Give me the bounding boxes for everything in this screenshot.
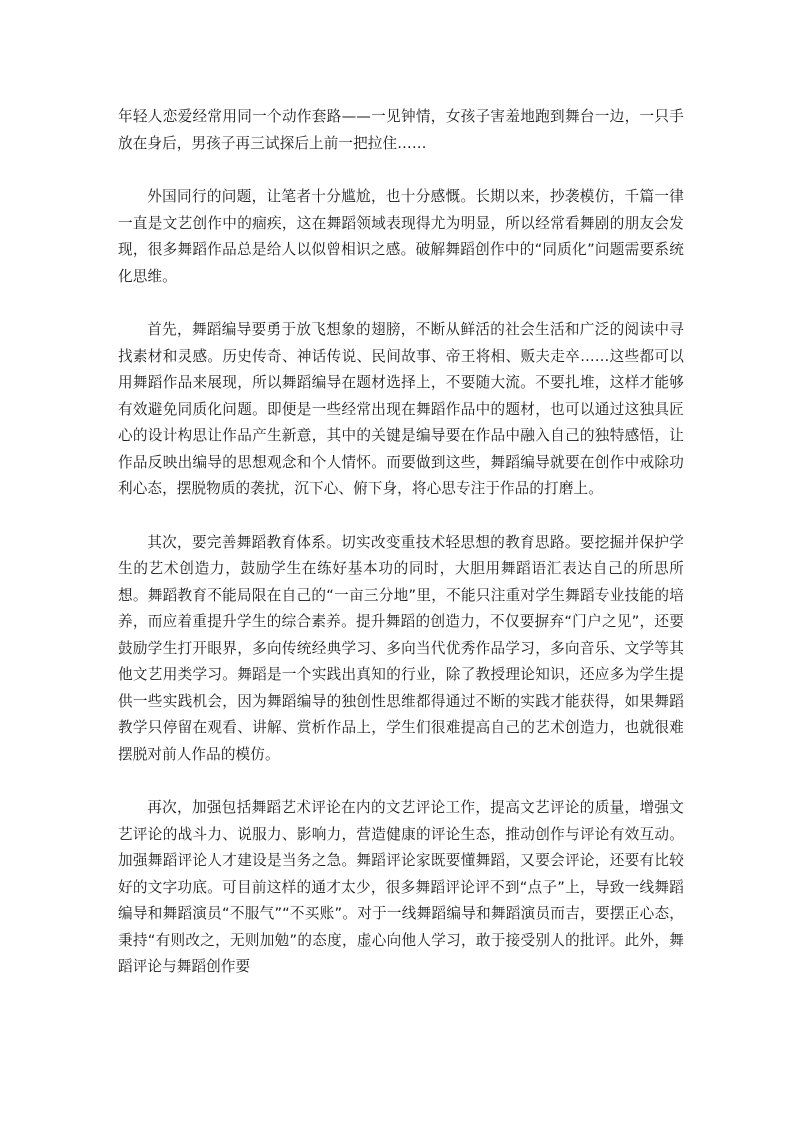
- paragraph-1: 年轻人恋爱经常用同一个动作套路——一见钟情，女孩子害羞地跑到舞台一边，一只手放在身后，男孩子再三试探后上前一把拉住……: [118, 108, 684, 152]
- paragraph-3: 首先，舞蹈编导要勇于放飞想象的翅膀，不断从鲜活的社会生活和广泛的阅读中寻找素材和灵感。历史传奇、神话传说、民间故事、帝王将相、贩夫走卒……这些都可以用舞蹈作品来展现，所以舞蹈编导在题材选择上，不要随大流。不要扎堆，这样才能够有效避免同质化问题。即便是一些经常出现在舞蹈作品中的题材，也可以通过这独具匠心的设计构思让作品产生新意，其中的关键是编导要在作品中融入自己的独特感悟，让作品反映出编导的思想观念和个人情怀。而要做到这些，舞蹈编导就要在创作中戒除功利心态，摆脱物质的袭扰，沉下心、俯下身，将心思专注于作品的打磨上。: [118, 321, 684, 497]
- paragraph-5: 再次，加强包括舞蹈艺术评论在内的文艺评论工作，提高文艺评论的质量，增强文艺评论的战斗力、说服力、影响力，营造健康的评论生态，推动创作与评论有效互动。加强舞蹈评论人才建设是当务之急。舞蹈评论家既要懂舞蹈，又要会评论，还要有比较好的文字功底。可目前这样的通才太少，很多舞蹈评论评不到“点子”上，导致一线舞蹈编导和舞蹈演员“不服气”“不买账”。对于一线舞蹈编导和舞蹈演员而吉，要摆正心态，秉持“有则改之，无则加勉”的态度，虚心向他人学习，敢于接受别人的批评。此外，舞蹈评论与舞蹈创作要: [118, 799, 684, 975]
- paragraph-4: 其次，要完善舞蹈教育体系。切实改变重技术轻思想的教育思路。要挖掘并保护学生的艺术创造力，鼓励学生在练好基本功的同时，大胆用舞蹈语汇表达自己的所思所想。舞蹈教育不能局限在自己的“一亩三分地”里，不能只注重对学生舞蹈专业技能的培养，而应着重提升学生的综合素养。提升舞蹈的创造力，不仅要摒弃“门户之见”，还要鼓励学生打开眼界，多向传统经典学习、多向当代优秀作品学习，多向音乐、文学等其他文艺用类学习。舞蹈是一个实践出真知的行业，除了教授理论知识，还应多为学生提供一些实践机会，因为舞蹈编导的独创性思维都得通过不断的实践才能获得，如果舞蹈教学只停留在观看、讲解、赏析作品上，学生们很难提高自己的艺术创造力，也就很难摆脱对前人作品的模仿。: [118, 533, 684, 763]
- paragraph-2: 外国同行的问题，让笔者十分尴尬，也十分感慨。长期以来，抄袭模仿，千篇一律一直是文艺创作中的痼疾，这在舞蹈领域表现得尤为明显，所以经常看舞剧的朋友会发现，很多舞蹈作品总是给人以似曾相识之感。破解舞蹈创作中的“同质化”问题需要系统化思维。: [118, 188, 684, 285]
- article-body: [118, 104, 684, 1008]
